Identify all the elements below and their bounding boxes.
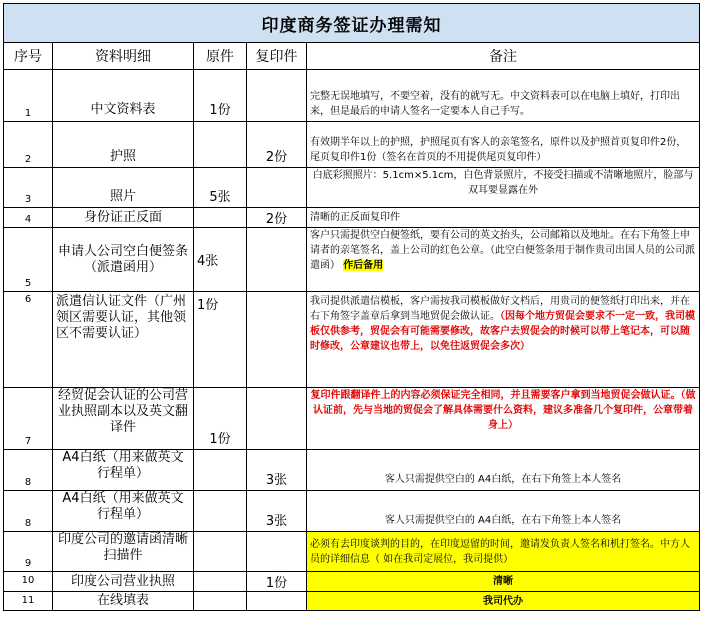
table-row: [4, 450, 700, 491]
table-row: [4, 592, 700, 611]
table-row: [4, 292, 700, 388]
row-number: 4: [4, 208, 53, 228]
table-header-row: [4, 43, 700, 70]
copy-count: 2份: [247, 208, 307, 228]
row-number: 3: [4, 168, 53, 208]
row-number: 8: [4, 450, 53, 491]
original-count: [194, 532, 247, 572]
row-number: 6: [4, 292, 53, 388]
item-name: 印度公司的邀请函清晰扫描件: [53, 532, 194, 572]
remark-cell: [307, 228, 700, 292]
row-number: 2: [4, 122, 53, 168]
table-row: [4, 70, 700, 122]
copy-count: [247, 168, 307, 208]
copy-count: [247, 292, 307, 388]
remark: 完整无误地填写，不要空着，没有的就写无。中文资料表可以在电脑上填好，打印出来，但是最后的申请人签名一定要本人自己手写。: [307, 70, 700, 122]
row-number: 7: [4, 388, 53, 450]
row-number: 10: [4, 572, 53, 592]
remark: 有效期半年以上的护照，护照尾页有客人的亲笔签名，原件以及护照首页复印件2份，尾页复印件1份（签名在首页的不用提供尾页复印件）: [307, 122, 700, 168]
remark: 客人只需提供空白的 A4白纸，在右下角签上本人签名: [307, 491, 700, 532]
item-name: 派遣信认证文件（广州领区需要认证，其他领区不需要认证）: [53, 292, 194, 388]
original-count: [194, 491, 247, 532]
copy-count: [247, 592, 307, 611]
table-row: [4, 228, 700, 292]
table-row: [4, 491, 700, 532]
copy-count: 3张: [247, 450, 307, 491]
table-row: [4, 122, 700, 168]
original-count: [194, 592, 247, 611]
original-count: [194, 122, 247, 168]
remark: 我司代办: [307, 592, 700, 611]
table-row: [4, 168, 700, 208]
original-count: [194, 208, 247, 228]
table-row: [4, 388, 700, 450]
row-number: 11: [4, 592, 53, 611]
copy-count: [247, 228, 307, 292]
remark: 必须有去印度谈判的目的，在印度逗留的时间，邀请发负责人签名和机打签名。中方人员的详细信息（ 如在我司定展位，我司提供）: [307, 532, 700, 572]
remark-cell: [307, 292, 700, 388]
copy-count: [247, 388, 307, 450]
original-count: 1份: [194, 292, 247, 388]
original-count: 1份: [194, 388, 247, 450]
row-number: 1: [4, 70, 53, 122]
remark: 白底彩照照片：5.1cm×5.1cm，白色背景照片，不接受扫描或不清晰地照片，脸部与双耳要显露在外: [307, 168, 700, 208]
visa-requirements-sheet: [3, 3, 699, 611]
header-item: 资料明细: [53, 43, 194, 70]
item-name: 申请人公司空白便签条（派遣函用）: [53, 228, 194, 292]
copy-count: 1份: [247, 572, 307, 592]
remark: 清晰: [307, 572, 700, 592]
remark: 清晰的正反面复印件: [307, 208, 700, 228]
copy-count: [247, 70, 307, 122]
row-number: 9: [4, 532, 53, 572]
copy-count: 2份: [247, 122, 307, 168]
header-copy: 复印件: [247, 43, 307, 70]
header-original: 原件: [194, 43, 247, 70]
item-name: 印度公司营业执照: [53, 572, 194, 592]
original-count: 5张: [194, 168, 247, 208]
remark: 客人只需提供空白的 A4白纸，在右下角签上本人签名: [307, 450, 700, 491]
header-remarks: 备注: [307, 43, 700, 70]
table-row: [4, 532, 700, 572]
original-count: [194, 572, 247, 592]
page-title: 印度商务签证办理需知: [4, 4, 700, 43]
item-name: 身份证正反面: [53, 208, 194, 228]
remark-warning: 复印件跟翻译件上的内容必须保证完全相同，并且需要客户拿到当地贸促会做认证。（做认证前，先与当地的贸促会了解具体需要什么资料，建议多准备几个复印件，公章带着身上）: [307, 388, 700, 450]
copy-count: 3张: [247, 491, 307, 532]
item-name: 中文资料表: [53, 70, 194, 122]
header-no: 序号: [4, 43, 53, 70]
item-name: A4白纸（用来做英文行程单）: [53, 450, 194, 491]
row-number: 8: [4, 491, 53, 532]
item-name: 护照: [53, 122, 194, 168]
item-name: 照片: [53, 168, 194, 208]
item-name: 经贸促会认证的公司营业执照副本以及英文翻译件: [53, 388, 194, 450]
remark: 我司提供派遣信模板，客户需按我司模板做好文档后，用贵司的便签纸打印出来，并在右下角签字盖章后拿到当地贸促会做认证。: [310, 296, 690, 322]
remark-highlight: 作后备用: [343, 260, 384, 271]
original-count: 1份: [194, 70, 247, 122]
table-row: [4, 572, 700, 592]
original-count: 4张: [194, 228, 247, 292]
remark: 客户只需提供空白便签纸，要有公司的英文抬头，公司邮箱以及地址。在右下角签上申请者的亲笔签名，盖上公司的红色公章。（此空白便签条用于制作贵司出国人员的公司派遣函）: [310, 230, 695, 271]
requirements-table: [3, 3, 700, 611]
remark-warning: （因每个地方贸促会要求不一定一致，我司模板仅供参考，贸促会有可能需要修改，故客户去贸促会的时候可以带上笔记本，可以随时修改，公章建议也带上，以免往返贸促会多次）: [310, 311, 695, 352]
table-row: [4, 208, 700, 228]
copy-count: [247, 532, 307, 572]
original-count: [194, 450, 247, 491]
item-name: 在线填表: [53, 592, 194, 611]
item-name: A4白纸（用来做英文行程单）: [53, 491, 194, 532]
row-number: 5: [4, 228, 53, 292]
